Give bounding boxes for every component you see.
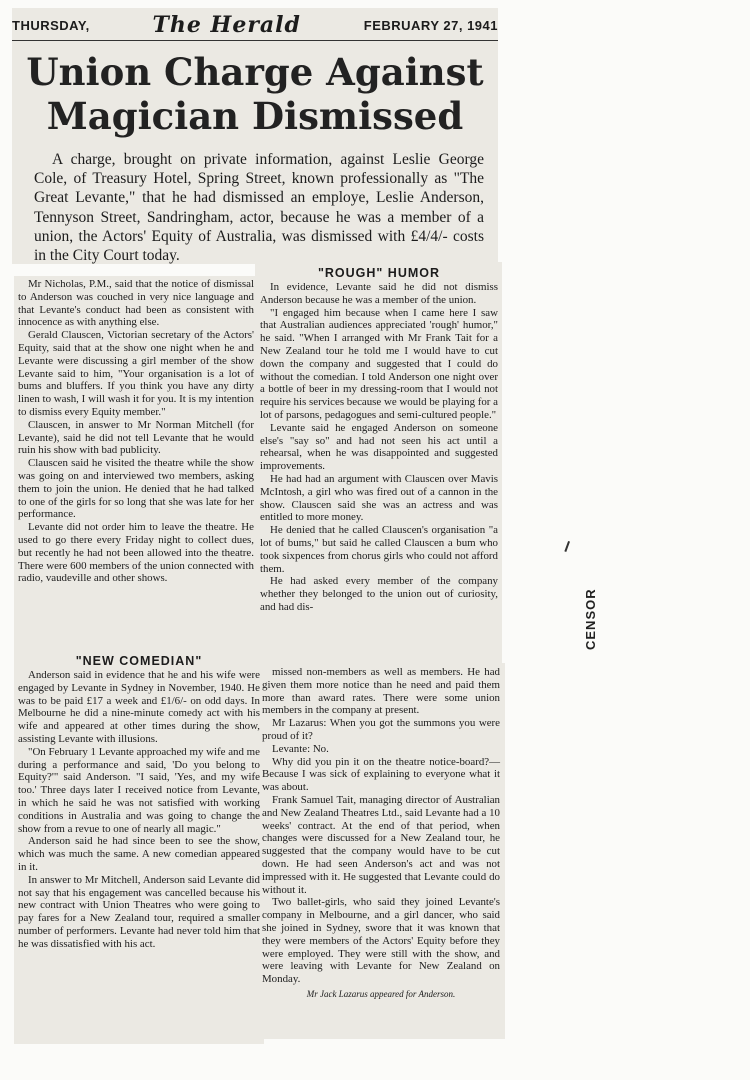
masthead <box>12 12 498 41</box>
paragraph: Levante said he engaged Anderson on someone else's "say so" and had not seen his act until a rehearsal, when he was disappointed and suggested improvements. <box>260 421 498 473</box>
paragraph: Clauscen, in answer to Mr Norman Mitchell (for Levante), said he did not tell Levante that he would ruin his show with bad publicity. <box>18 418 254 457</box>
article-intro: A charge, brought on private information, against Leslie George Cole, of Treasury Hotel, Spring Street, known professionally as "The Great Levante," that he had dismissed an employe, Leslie Anderson, Tennyson Street, Sandringham, actor, because he was a member of a union, the Actors' Equity of Australia, was dismissed with £4/4/- costs in the City Court today. <box>34 151 484 265</box>
paragraph: He denied that he called Clauscen's organisation "a lot of bums," but said he called Clauscen a bum who took sixpences from chorus girls who could not afford them. <box>260 524 498 575</box>
paragraph: He had asked every member of the company whether they belonged to the union out of curiosity, and had dis- <box>260 575 498 613</box>
paragraph: Two ballet-girls, who said they joined Levante's company in Melbourne, and a girl dancer, who said she joined in Sydney, swore that it was known that they were members of the Actors' Equity before they were employed. They were still with the show, and were leaving with Levante for New Zealand on Monday. <box>262 896 500 986</box>
appearance-credit: Mr Jack Lazarus appeared for Anderson. <box>306 988 456 999</box>
paragraph: Anderson said in evidence that he and his wife were engaged by Levante in Sydney in November, 1940. He was to be paid £17 a week and £1/6/- on odd days. In Melbourne he did a nine-minute comedy act with his wife and appeared at other times during the show, assisting Levante with illusions. <box>18 669 260 745</box>
masthead-day: THURSDAY, <box>12 17 90 33</box>
paragraph: Clauscen said he visited the theatre while the show was going on and interviewed two members, asking them to join the union. He denied that he had talked to one of the girls for so long that she was late for her performance. <box>18 457 254 521</box>
paragraph: Frank Samuel Tait, managing director of Australian and New Zealand Theatres Ltd., said Levante had a 10 weeks' contract. At the end of that period, when changes were discussed for a New Zealand tour, he suggested that the company would have to be cut down. He had seen Anderson's act and was not impressed with it. He suggested that Levante could do without it. <box>262 793 500 896</box>
masthead-date: FEBRUARY 27, 1941 <box>363 17 498 33</box>
column-1 <box>18 278 254 585</box>
paragraph: He had had an argument with Clauscen over Mavis McIntosh, a girl who was fired out of a cannon in the show. Clauscen said she was an actress and was entitled to more money. <box>260 472 498 524</box>
paragraph: Levante did not order him to leave the theatre. He used to go there every Friday night to collect dues, but recently he had not been allowed into the theatre. There were 600 members of the union connected with radio, vaudeville and other shows. <box>18 521 254 585</box>
paragraph: Why did you pin it on the theatre notice-board?—Because I was sick of explaining to everyone what it was about. <box>262 755 500 794</box>
paragraph: "On February 1 Levante approached my wife and me during a performance and said, 'Do you belong to Equity?'" said Anderson. "I said, 'Yes, and my wife too.' Three days later I received notice from Levante, in which he said he was not satisfied with working conditions in Australia and was going to change the show from a revue to one of nearly all magic." <box>18 745 260 835</box>
paragraph: Levante: No. <box>272 742 329 755</box>
paragraph: "I engaged him because when I came here I saw that Australian audiences appreciated 'rough' humor," he said. "When I arranged with Mr Frank Tait for a New Zealand tour he told me I would have to cut down the company and suggested that I could do without the comedian. I told Anderson one night over a bottle of beer in my dressing-room that I would not require his services because we would be playing for a lot of parsons, pedagogues and semi-cultured people." <box>260 306 498 421</box>
paragraph: In answer to Mr Mitchell, Anderson said Levante did not say that his engagement was cancelled because his new contract with Union Theatres who were going to pay fares for a New Zealand tour, required a smaller number of performers. Levante had never told him that he was dissatisfied with his act. <box>18 873 260 950</box>
paragraph: missed non-members as well as members. He had given them more notice than he need and paid them more than award rates. There were some union members in the company at present. <box>262 666 500 717</box>
column-3 <box>18 654 260 951</box>
pen-mark <box>564 541 575 554</box>
censor-stamp: CENSOR <box>583 588 598 650</box>
article-headline <box>12 50 498 138</box>
paragraph: Mr Nicholas, P.M., said that the notice of dismissal to Anderson was couched in very nice language and that Levante's conduct had been as consistent with innocence as with anything else. <box>18 278 254 329</box>
subhead-rough-humor: "ROUGH" HUMOR <box>317 266 441 280</box>
subhead-new-comedian: "NEW COMEDIAN" <box>75 654 203 668</box>
paragraph: Anderson said he had since been to see the show, which was much the same. A new comedian appeared in it. <box>18 835 260 873</box>
paragraph: In evidence, Levante said he did not dismiss Anderson because he was a member of the union. <box>260 281 498 306</box>
paragraph: Gerald Clauscen, Victorian secretary of the Actors' Equity, said that at the show one night when he and Levante were discussing a girl member of the show Levante said to him, "Your organisation is a lot of bums and bluffers. If you think you have any dirty linen to wash, I will wash it for you. It is my intention to dismiss every Equity member." <box>18 329 254 418</box>
column-2 <box>260 266 498 614</box>
column-4 <box>262 666 500 1001</box>
headline-line-1: Union Charge Against <box>26 50 484 94</box>
paragraph: Mr Lazarus: When you got the summons you were proud of it? <box>262 717 500 742</box>
headline-line-2: Magician Dismissed <box>46 94 464 138</box>
newspaper-name: The Herald <box>152 12 301 38</box>
